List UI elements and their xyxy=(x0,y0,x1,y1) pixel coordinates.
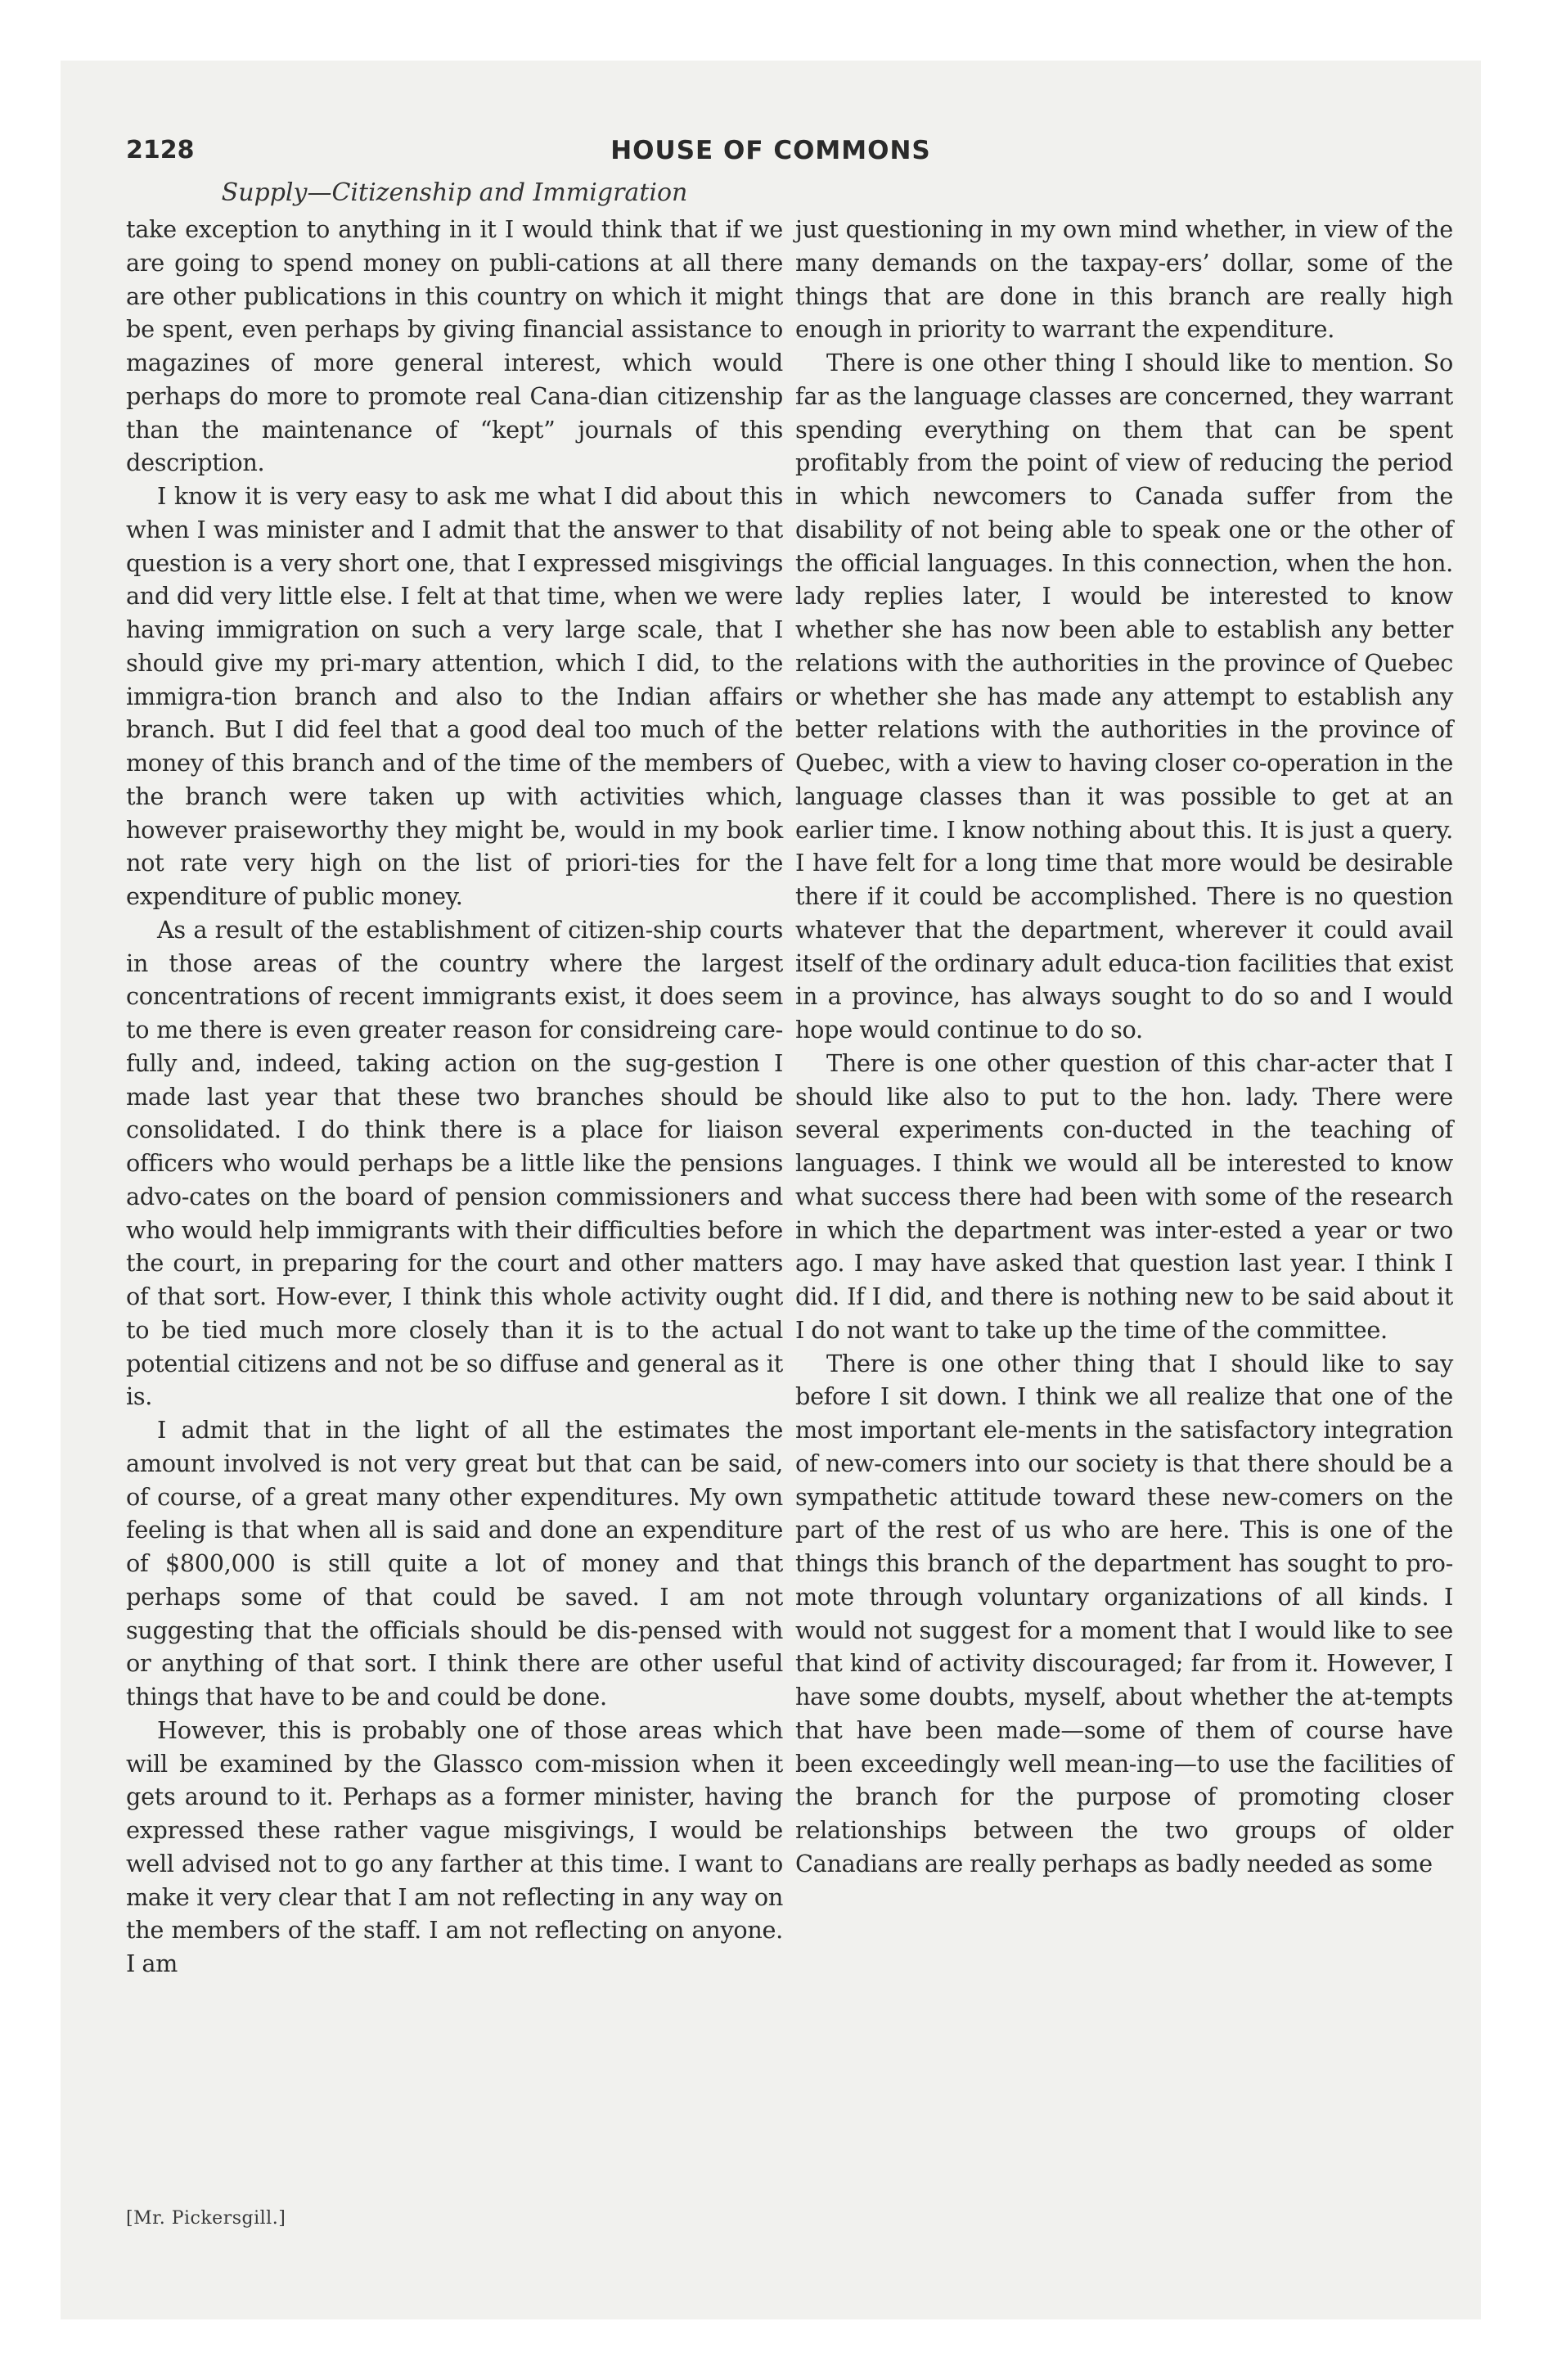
paragraph: I admit that in the light of all the estimates the amount involved is not very great but that can be said, of course, of a great many other expenditures. My own feeling is that when all is said and done an expenditure of $800,000 is still quite a lot of money and that perhaps some of that could be saved. I am not suggesting that the officials should be dis-pensed with or anything of that sort. I think there are other useful things that have to be and could be done. xyxy=(126,1416,783,1711)
speaker-attribution: [Mr. Pickersgill.] xyxy=(126,2208,286,2229)
section-subheading: Supply—Citizenship and Immigration xyxy=(221,178,688,207)
page-header xyxy=(126,136,1415,175)
paragraph: However, this is probably one of those areas which will be examined by the Glassco com-mission when it gets around to it. Perhaps as a former minister, having expressed these rather vague misgivings, I would be well advised not to go any farther at this time. I want to make it very clear that I am not reflecting in any way on the members of the staff. I am not reflecting on anyone. I am xyxy=(126,1715,783,1977)
paragraph: As a result of the establishment of citizen-ship courts in those areas of the country where the largest concentrations of recent immigrants exist, it does seem to me there is even greater reason for considreing care-fully and, indeed, taking action on the sug-gestion I made last year that these two branches should be consolidated. I do think there is a place for liaison officers who would perhaps be a little like the pensions advo-cates on the board of pension commissioners and who would help immigrants with their difficulties before the court, in preparing for the court and other matters of that sort. How-ever, I think this whole activity ought to be tied much more closely than it is to the actual potential citizens and not be so diffuse and general as it is. xyxy=(126,915,783,1411)
paragraph: just questioning in my own mind whether, in view of the many demands on the taxpay-ers’ dollar, some of the things that are done in this branch are really high enough in priority to warrant the expenditure. xyxy=(795,215,1453,344)
left-column xyxy=(126,213,783,1981)
running-title: HOUSE OF COMMONS xyxy=(610,136,931,165)
paragraph: I know it is very easy to ask me what I did about this when I was minister and I admit that the answer to that question is a very short one, that I expressed misgivings and did very little else. I felt at that time, when we were having immigration on such a very large scale, that I should give my pri-mary attention, which I did, to the immigra-tion branch and also to the Indian affairs branch. But I did feel that a good deal too much of the money of this branch and of the time of the members of the branch were taken up with activities which, however praiseworthy they might be, would in my book not rate very high on the list of priori-ties for the expenditure of public money. xyxy=(126,482,783,910)
paragraph: There is one other thing I should like to mention. So far as the language classes are concerned, they warrant spending everything on them that can be spent profitably from the point of view of reducing the period in which newcomers to Canada suffer from the disability of not being able to speak one or the other of the official languages. In this connection, when the hon. lady replies later, I would be interested to know whether she has now been able to establish any better relations with the authorities in the province of Quebec or whether she has made any attempt to establish any better relations with the authorities in the province of Quebec, with a view to having closer co-operation in the language classes than it was possible to get at an earlier time. I know nothing about this. It is just a query. I have felt for a long time that more would be desirable there if it could be accomplished. There is no question whatever that the department, wherever it could avail itself of the ordinary adult educa-tion facilities that exist in a province, has always sought to do so and I would hope would continue to do so. xyxy=(795,349,1453,1044)
paragraph: take exception to anything in it I would think that if we are going to spend money on publi-cations at all there are other publications in this country on which it might be spent, even perhaps by giving financial assistance to magazines of more general interest, which would perhaps do more to promote real Cana-dian citizenship than the maintenance of “kept” journals of this description. xyxy=(126,215,783,477)
page xyxy=(61,61,1481,2319)
page-number: 2128 xyxy=(126,136,195,165)
paragraph: There is one other question of this char-acter that I should like also to put to the hon. lady. There were several experiments con-ducted in the teaching of languages. I think we would all be interested to know what success there had been with some of the research in which the department was inter-ested a year or two ago. I may have asked that question last year. I think I did. If I did, and there is nothing new to be said about it I do not want to take up the time of the committee. xyxy=(795,1048,1453,1344)
right-column xyxy=(795,213,1453,1881)
paragraph: There is one other thing that I should like to say before I sit down. I think we all realize that one of the most important ele-ments in the satisfactory integration of new-comers into our society is that there should be a sympathetic attitude toward these new-comers on the part of the rest of us who are here. This is one of the things this branch of the department has sought to pro-mote through voluntary organizations of all kinds. I would not suggest for a moment that I would like to see that kind of activity discouraged; far from it. However, I have some doubts, myself, about whether the at-tempts that have been made—some of them of course have been exceedingly well mean-ing—to use the facilities of the branch for the purpose of promoting closer relationships between the two groups of older Canadians are really perhaps as badly needed as some xyxy=(795,1349,1453,1877)
